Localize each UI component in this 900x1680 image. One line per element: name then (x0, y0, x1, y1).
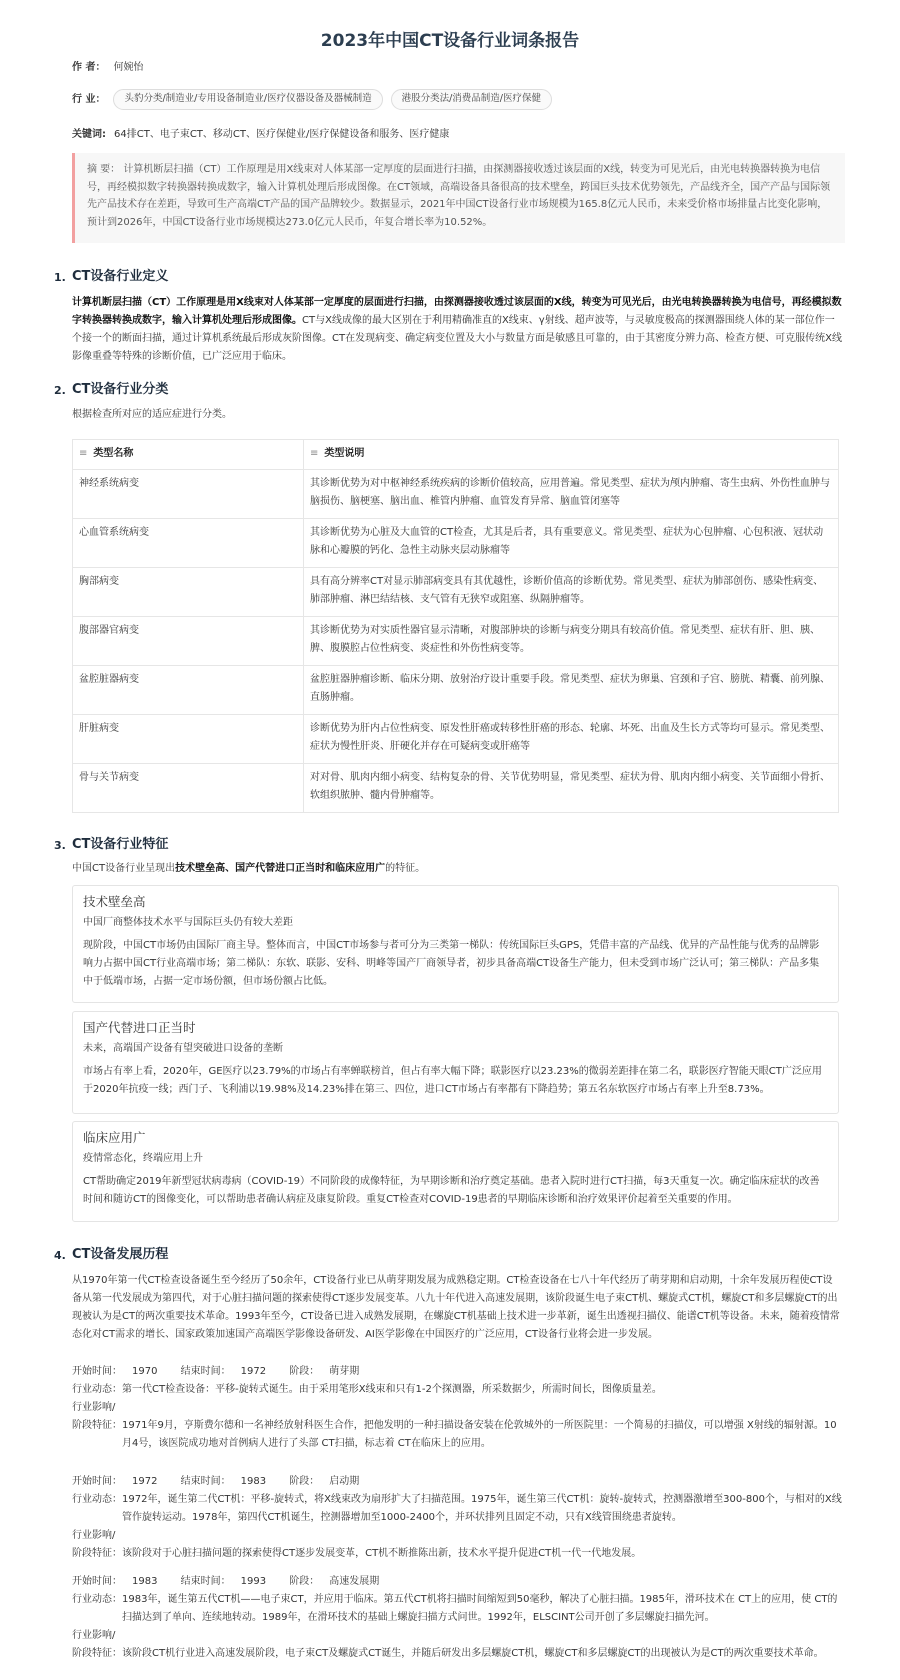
label: 行业影响/ (72, 1630, 116, 1641)
abstract-box: 摘 要： 计算机断层扫描（CT）工作原理是用X线束对人体某部一定厚度的层面进行扫描，由探测器接收透过该层面的X线，转变为可见光后，由光电转换器转换为电信号，再经模拟数字转换器转换成数字，输入计算机处理后形成图像。在CT领域，高端设备具备很高的技术壁垒，跨国巨头技术优势领先，产品线齐全，国产产品与国际领先产品技术存在差距，导致可生产高端CT产品的国产品牌较少。数据显示，2021年中国CT设备行业市场规模为165.8亿元人民币，未来受价格市场排量占比变化影响，预计到2026年，中国CT设备行业市场规模达273.0亿元人民币，年复合增长率为10.52%。 (72, 153, 845, 243)
features-intro-text: 的特征。 (385, 863, 426, 874)
value: 启动期 (329, 1476, 360, 1487)
type-desc: 具有高分辨率CT对显示肺部病变具有其优越性，诊断价值高的诊断优势。常见类型、症状为肺部创伤、感染性病变、肺部肿瘤、淋巴结结核、支气管有无狭窄或阻塞、纵隔肿瘤等。 (304, 568, 839, 617)
label: 开始时间： (72, 1366, 122, 1377)
definition-text: CT与X线成像的最大区别在于利用精确准直的X线束、γ射线、超声波等，与灵敏度极高的探测器围绕人体的某一部位作一个接一个的断面扫描，通过计算机系统最后形成灰阶图像。CT在发现病变、确定病变位置及大小与数量方面是敏感且可靠的，由于其密度分辨力高、检查方便、可克服传统X线影像重叠等特殊的诊断价值，已广泛应用于临床。 (72, 315, 842, 362)
type-desc: 其诊断优势为对实质性器官显示清晰，对腹部肿块的诊断与病变分期具有较高价值。常见类型、症状有肝、胆、胰、脾、腹膜腔占位性病变、炎症性和外伤性病变等。 (304, 617, 839, 666)
stage-features (72, 1417, 842, 1453)
history-stage (72, 1363, 842, 1453)
classification-intro: 根据检查所对应的适应症进行分类。 (72, 409, 232, 420)
label: 行业动态： (72, 1594, 122, 1605)
stage-dynamics (72, 1491, 842, 1527)
table-header-name (73, 440, 304, 470)
type-name: 骨与关节病变 (73, 764, 304, 813)
author-name: 何婉怡 (113, 62, 144, 73)
value: 高速发展期 (329, 1576, 380, 1587)
section-number: 2. (54, 383, 66, 397)
feature-card-title: 国产代替进口正当时 (83, 1020, 196, 1035)
features-intro (72, 860, 842, 878)
stage-start (72, 1366, 167, 1377)
type-name: 心血管系统病变 (73, 519, 304, 568)
history-stage (72, 1473, 842, 1563)
table-row (73, 764, 839, 813)
label: 行业影响/ (72, 1530, 116, 1541)
author-label: 作 者： (72, 62, 106, 73)
label: 阶段： (289, 1476, 320, 1487)
table-header-desc (304, 440, 839, 470)
definition-bold-text: 计算机断层扫描（CT）工作原理是用X线束对人体某部一定厚度的层面进行扫描，由探测器接收透过该层面的X线，转变为可见光后，由光电转换器转换为电信号，再经模拟数字转换器转换成数字，输入计算机处理后形成图像。 (72, 297, 842, 326)
features-intro-bold: 技术壁垒高、国产代替进口正当时和临床应用广 (175, 863, 386, 874)
section-title: CT设备行业定义 (72, 269, 169, 284)
value: 萌芽期 (329, 1366, 360, 1377)
stage-impact-label (72, 1627, 842, 1645)
section-number: 4. (54, 1248, 66, 1262)
label: 阶段特征： (72, 1648, 122, 1659)
section-heading-classification (54, 380, 168, 400)
label: 开始时间： (72, 1476, 122, 1487)
value: 1970 (132, 1366, 158, 1377)
label: 行业动态： (72, 1494, 122, 1505)
type-desc: 对对骨、肌肉内细小病变、结构复杂的骨、关节优势明显，常见类型、症状为骨、肌肉内细小病变、关节面细小骨折、软组织脓肿、髓内骨肿瘤等。 (304, 764, 839, 813)
column-list-icon: ≡ (310, 448, 319, 459)
value: 1972 (132, 1476, 158, 1487)
stage-start (72, 1576, 167, 1587)
feature-card-subtitle: 未来，高端国产设备有望突破进口设备的垄断 (83, 1043, 283, 1055)
history-stage (72, 1573, 842, 1663)
industry-label: 行 业： (72, 93, 106, 105)
table-row (73, 617, 839, 666)
industry-tag[interactable]: 港股分类法/消费品制造/医疗保健 (391, 89, 552, 110)
value: 第一代CT检查设备：平移-旋转式诞生。由于采用笔形X线束和只有1-2个探测器，所采数据少，所需时间长，图像质量差。 (122, 1384, 662, 1395)
keywords-text: 64排CT、电子束CT、移动CT、医疗保健业/医疗保健设备和服务、医疗健康 (114, 129, 450, 140)
label: 结束时间： (180, 1366, 231, 1377)
feature-card-subtitle: 疫情常态化，终端应用上升 (83, 1153, 203, 1165)
features-intro-text: 中国CT设备行业呈现出 (72, 863, 176, 874)
value: 1972年，诞生第二代CT机：平移-旋转式，将X线束改为扇形扩大了扫描范围。1975年，诞生第三代CT机：旋转-旋转式，控测器激增至300-800个，与相对的X线管作旋转运动。1978年，第四代CT机诞生，控测器增加至1000-2400个，并环状排列且固定不动，只有X线管围绕患者旋转。 (122, 1494, 842, 1523)
label: 阶段： (289, 1576, 320, 1587)
type-name: 肝脏病变 (73, 715, 304, 764)
value: 1983 (240, 1476, 267, 1487)
table-row (73, 519, 839, 568)
feature-card-body: 现阶段，中国CT市场仍由国际厂商主导。整体而言，中国CT市场参与者可分为三类第一梯队：传统国际巨头GPS，凭借丰富的产品线、优异的产品性能与优秀的品牌影响力占据中国CT行业高端市场；第二梯队：东软、联影、安科、明峰等国产厂商领导者，初步具备高端CT设备生产能力，但未受到市场广泛认可；第三梯队：产品多集中于低端市场，占据一定市场份额，但市场份额占比低。 (83, 939, 820, 987)
stage-phase (289, 1576, 389, 1587)
classification-table (72, 439, 839, 813)
keywords-label: 关键词: (72, 129, 106, 140)
definition-paragraph (72, 294, 842, 366)
history-intro: 从1970年第一代CT检查设备诞生至今经历了50余年，CT设备行业已从萌芽期发展为成熟稳定期。CT检查设备在七八十年代经历了萌芽期和启动期，十余年发展历程使CT设备从第一代发展成为第四代，对于心脏扫描问题的探索使得CT逐步发展变革。八九十年代进入高速发展期，该阶段诞生电子束CT机、螺旋式CT机，螺旋CT和多层螺旋CT的出现被认为是CT的两次重要技术革命。1993年至今，CT设备已进入成熟发展期，在螺旋CT机基础上技术进一步革新，诞生出透视扫描仪、能谱CT机等设备。未来，随着疫情常态化对CT需求的增长、国家政策加速国产高端医学影像设备研发、AI医学影像在中国医疗的广泛应用，CT设备行业将会进一步发展。 (72, 1275, 840, 1340)
column-label: 类型说明 (324, 448, 365, 459)
type-name: 腹部器官病变 (73, 617, 304, 666)
type-desc: 其诊断优势为对中枢神经系统疾病的诊断价值较高，应用普遍。常见类型、症状为颅内肿瘤、寄生虫病、外伤性血肿与脑损伤、脑梗塞、脑出血、椎管内肿瘤、血管发育异常、脑血管闭塞等 (304, 470, 839, 519)
stage-end (181, 1476, 276, 1487)
feature-card (72, 1011, 839, 1114)
stage-phase (289, 1476, 369, 1487)
section-heading-features (54, 835, 168, 855)
stage-features (72, 1545, 842, 1563)
feature-card-subtitle: 中国厂商整体技术水平与国际巨头仍有较大差距 (83, 917, 293, 929)
table-row (73, 715, 839, 764)
feature-card (72, 1121, 839, 1222)
stage-features (72, 1645, 842, 1663)
label: 行业动态： (72, 1384, 122, 1395)
table-row (73, 470, 839, 519)
keywords-row (72, 127, 449, 143)
table-row (73, 568, 839, 617)
section-number: 3. (54, 838, 66, 852)
stage-start (72, 1476, 167, 1487)
industry-tag[interactable]: 头豹分类/制造业/专用设备制造业/医疗仪器设备及器械制造 (113, 89, 382, 110)
type-name: 胸部病变 (73, 568, 304, 617)
stage-impact-label (72, 1527, 842, 1545)
value: 1971年9月，亨斯费尔德和一名神经放射科医生合作，把他发明的一种扫描设备安装在伦敦城外的一所医院里：一个简易的扫描仪，可以增强 X射线的辐射源。10月4号，该医院成功地对首例病人进行了头部 CT扫描，标志着 CT在临床上的应用。 (122, 1420, 837, 1449)
stage-header (72, 1573, 842, 1591)
stage-header (72, 1473, 842, 1491)
section-heading-history (54, 1245, 168, 1265)
type-desc: 盆腔脏器肿瘤诊断、临床分期、放射治疗设计重要手段。常见类型、症状为卵巢、宫颈和子宫、膀胱、精囊、前列腺、直肠肿瘤。 (304, 666, 839, 715)
feature-card-title: 技术壁垒高 (83, 894, 146, 909)
report-title: 2023年中国CT设备行业词条报告 (320, 31, 580, 51)
value: 该阶段对于心脏扫描问题的探索使得CT逐步发展变革，CT机不断推陈出新，技术水平提升促进CT机一代一代地发展。 (122, 1548, 642, 1559)
label: 阶段特征： (72, 1548, 122, 1559)
section-title: CT设备行业分类 (72, 382, 169, 397)
stage-phase (289, 1366, 369, 1377)
value: 1983年，诞生第五代CT机——电子束CT，并应用于临床。第五代CT机将扫描时间缩短到50毫秒，解决了心脏扫描。1985年，滑环技术在 CT上的应用，使 CT的扫描达到了单向、连续地转动。1989年，在滑环技术的基础上螺旋扫描方式问世。1992年，ELSCINT公司开创了多层螺旋扫描先河。 (122, 1594, 838, 1623)
section-title: CT设备行业特征 (72, 837, 169, 852)
stage-impact-label (72, 1399, 842, 1417)
type-name: 神经系统病变 (73, 470, 304, 519)
table-header-row (73, 440, 839, 470)
feature-card (72, 885, 839, 1003)
section-title: CT设备发展历程 (72, 1247, 169, 1262)
type-desc: 其诊断优势为心脏及大血管的CT检查，尤其是后者，具有重要意义。常见类型、症状为心包肿瘤、心包积液、冠状动脉和心瓣膜的钙化、急性主动脉夹层动脉瘤等 (304, 519, 839, 568)
value: 该阶段CT机行业进入高速发展阶段，电子束CT及螺旋式CT诞生，并随后研发出多层螺旋CT机，螺旋CT和多层螺旋CT的出现被认为是CT的两次重要技术革命。 (122, 1648, 824, 1659)
value: 1993 (240, 1576, 267, 1587)
stage-dynamics (72, 1381, 842, 1399)
feature-card-title: 临床应用广 (83, 1130, 146, 1145)
label: 结束时间： (180, 1476, 231, 1487)
stage-dynamics (72, 1591, 842, 1627)
value: 1972 (240, 1366, 267, 1377)
value: 1983 (132, 1576, 158, 1587)
industry-row (72, 89, 560, 110)
stage-end (181, 1366, 276, 1377)
stage-header (72, 1363, 842, 1381)
type-desc: 诊断优势为肝内占位性病变、原发性肝癌或转移性肝癌的形态、轮廓、坏死、出血及生长方式等均可显示。常见类型、症状为慢性肝炎、肝硬化并存在可疑病变或肝癌等 (304, 715, 839, 764)
label: 结束时间： (180, 1576, 231, 1587)
type-name: 盆腔脏器病变 (73, 666, 304, 715)
label: 阶段特征： (72, 1420, 122, 1431)
section-number: 1. (54, 270, 66, 284)
table-row (73, 666, 839, 715)
column-list-icon: ≡ (79, 448, 88, 459)
stage-end (181, 1576, 276, 1587)
label: 开始时间： (72, 1576, 122, 1587)
section-heading-definition (54, 267, 168, 287)
column-label: 类型名称 (93, 448, 134, 459)
feature-card-body: 市场占有率上看，2020年，GE医疗以23.79%的市场占有率蝉联榜首，但占有率大幅下降；联影医疗以23.23%的微弱差距排在第二名，联影医疗智能天眼CT广泛应用于2020年抗疫一线；西门子、飞利浦以19.98%及14.23%排在第三、四位，进口CT市场占有率都有下降趋势；第五名东软医疗市场占有率上升至8.73%。 (83, 1065, 822, 1095)
label: 阶段： (289, 1366, 320, 1377)
author-row (72, 60, 143, 76)
label: 行业影响/ (72, 1402, 116, 1413)
feature-card-body: CT帮助确定2019年新型冠状病毒病（COVID-19）不同阶段的成像特征，为早期诊断和治疗奠定基础。患者入院时进行CT扫描，每3天重复一次。确定临床症状的改善时间和随访CT的图像变化，可以帮助患者确认病症及康复阶段。重复CT检查对COVID-19患者的早期临床诊断和治疗效果评价起着至关重要的作用。 (83, 1175, 820, 1205)
